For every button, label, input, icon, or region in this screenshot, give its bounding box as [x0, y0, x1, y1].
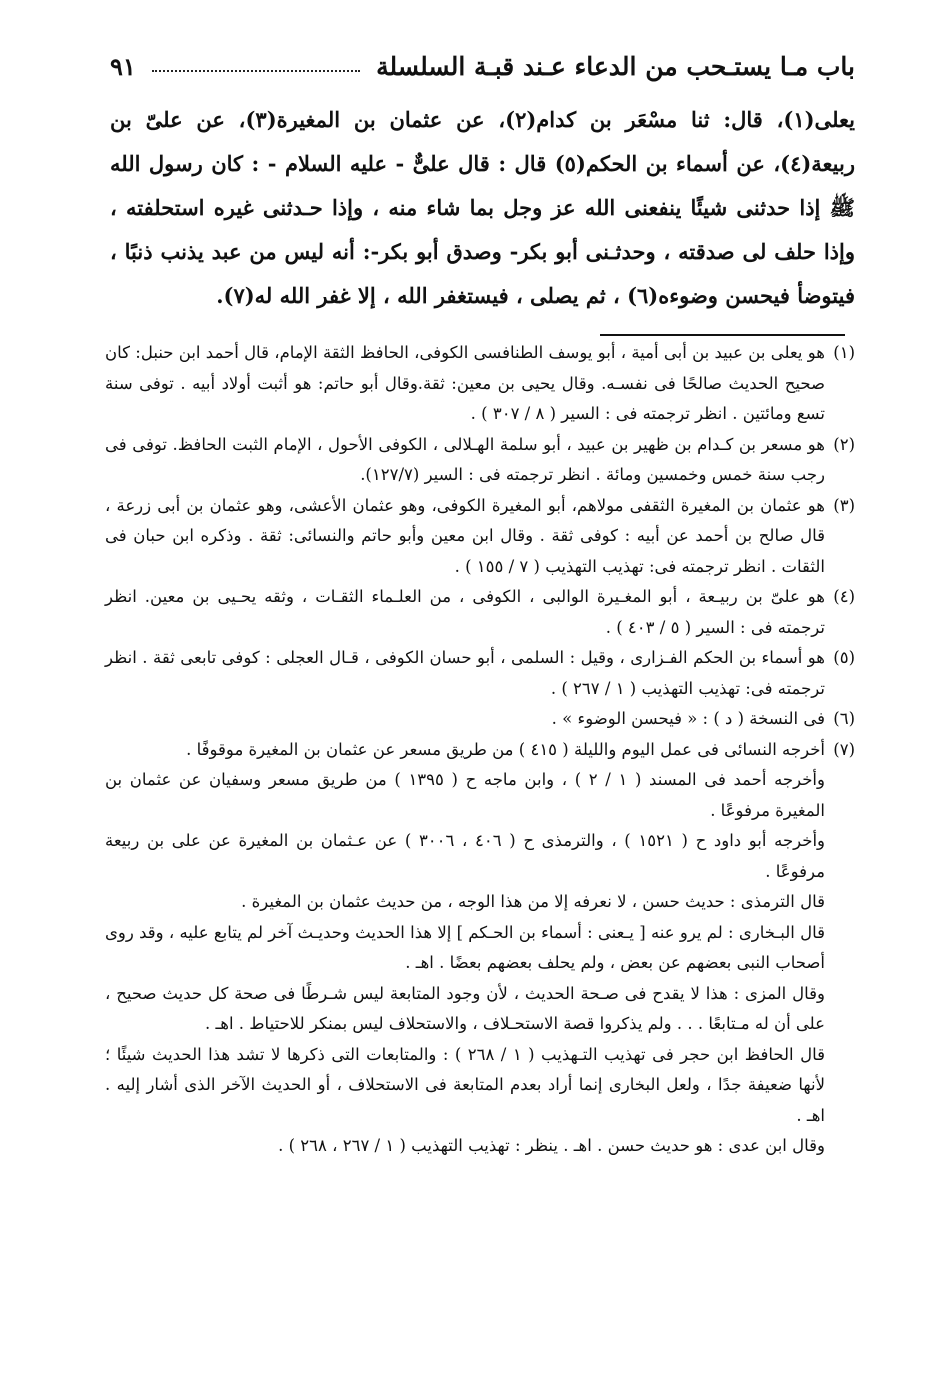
footnote-text: هو أسماء بن الحكم الفـزارى ، وقيل : السلمى ، أبو حسان الكوفى ، قـال العجلى : كوفى تابعى ثقة . انظر ترجمته فى: تهذيب التهذيب ( ١ / ٢٦٧ ) . [105, 648, 825, 698]
dotted-leader [152, 70, 360, 72]
footnote [105, 491, 855, 583]
footnote [105, 643, 855, 704]
footnote-text: قال البـخارى : لم يرو عنه [ يـعنى : أسماء بن الحـكم ] إلا هذا الحديث وحديـث آخر لم يتابع عليه ، وقد روى أصحاب النبى بعضهم عن بعض ، ولم يحلف بعضهم بعضًا . اهـ . [105, 922, 825, 972]
footnotes [105, 338, 855, 1162]
footnote-body [105, 704, 825, 735]
running-header [110, 46, 855, 86]
footnote-number: (٣) [833, 495, 855, 515]
footnote-text: قال الحافظ ابن حجر فى تهذيب التـهذيب ( ١ / ٢٦٨ ) : والمتابعات التى ذكرها لا تشد هذا الحديث شيئًا ؛ لأنها ضعيفة جدًا ، ولعل البخارى إنما أراد بعدم المتابعة فى الاستحلاف ، أو الحديث الآخر الذى أشار إليه . اهـ . [105, 1044, 825, 1125]
hadith-paragraph: يعلى(١)، قال: ثنا مسْعَر بن كدام(٢)، عن عثمان بن المغيرة(٣)، عن علىّ بن ربيعة(٤)، عن أسماء بن الحكم(٥) قال : قال علىٌّ - عليه السلام - : كان رسول الله ﷺ إذا حدثنى شيئًا ينفعنى الله عز وجل بما شاء منه ، وإذا حـدثنى غيره استحلفته ، وإذا حلف لى صدقته ، وحدثـنى أبو بكر- وصدق أبو بكر-: أنه ليس من عبد يذنب ذنبًا ، فيتوضأ فيحسن وضوءه(٦) ، ثم يصلى ، فيستغفر الله ، إلا غفر الله له(٧). [110, 107, 855, 308]
main-text [110, 98, 855, 318]
footnote-number: (٦) [833, 709, 855, 728]
footnote-body [105, 582, 825, 643]
chapter-title: باب مـا يستـحب من الدعاء عـند قبـة السلسلة [376, 51, 855, 81]
footnote-number: (٢) [833, 434, 855, 454]
footnote-number: (٤) [833, 587, 855, 606]
footnote-text: وأخرجه أبو داود ح ( ١٥٢١ ) ، والترمذى ح ( ٤٠٦ ، ٣٠٠٦ ) عن عـثمان بن المغيرة عن على بن ربيعة مرفوعًا . [105, 831, 826, 881]
footnote-body [105, 643, 825, 704]
footnote [105, 430, 855, 491]
footnote-body [105, 430, 825, 491]
footnote-text: هو مسعر بن كـدام بن ظهير بن عبيد ، أبو سلمة الهـلالى ، الكوفى الأحول ، الإمام الثبت الحافظ. توفى فى رجب سنة خمس وخمسين ومائة . انظر ترجمته فى : السير (١٢٧/٧). [105, 434, 825, 484]
footnote-number: (١) [833, 343, 855, 362]
footnote-text: هو عثمان بن المغيرة الثقفى مولاهم، أبو المغيرة الكوفى، وهو عثمان الأعشى، وهو عثمان بن أبى زرعة ، قال صالح بن أحمد عن أبيه : كوفى ثقة . وقال ابن معين وأبو حاتم والنسائى: ثقة . وذكره ابن حبان فى الثقات . انظر ترجمته فى: تهذيب التهذيب ( ٧ / ١٥٥ ) . [105, 495, 825, 576]
footnote-body [105, 735, 825, 1162]
footnote-text: وقال ابن عدى : هو حديث حسن . اهـ . ينظر : تهذيب التهذيب ( ١ / ٢٦٧ ، ٢٦٨ ) . [278, 1136, 825, 1155]
footnote-text: هو يعلى بن عبيد بن أبى أمية ، أبو يوسف الطنافسى الكوفى، الحافظ الثقة الإمام، قال أحمد ابن حنبل: كان صحيح الحديث صالحًا فى نفسـه. وقال يحيى بن معين: ثقة.وقال أبو حاتم: هو أثبت أولاد أبيه . توفى سنة تسع ومائتين . انظر ترجمته فى : السير ( ٨ / ٣٠٧ ) . [105, 343, 825, 423]
footnote-text: هو علىّ بن ربيـعة ، أبو المغـيرة الوالبى ، الكوفى ، من العلـماء الثقـات ، وثقه يحـيى بن معين. انظر ترجمته فى : السير ( ٥ / ٤٠٣ ) . [105, 587, 825, 637]
footnote-text: وقال المزى : هذا لا يقدح فى صـحة الحديث ، لأن وجود المتابعة ليس شـرطًا فى صحة كل حديث صحيح ، على أن له مـتابعًا . . . ولم يذكروا قصة الاستحـلاف ، والاستحلاف ليس بمنكر للاحتياط . اهـ . [105, 983, 825, 1033]
footnote [105, 704, 855, 735]
footnote-body [105, 491, 825, 583]
footnote-number: (٥) [833, 648, 855, 667]
footnote-text: وأخرجه أحمد فى المسند ( ١ / ٢ ) ، وابن ماجه ح ( ١٣٩٥ ) من طريق مسعر وسفيان عن عثمان بن المغيرة مرفوعًا . [105, 770, 825, 820]
footnote [105, 735, 855, 1162]
footnote-text: أخرجه النسائى فى عمل اليوم والليلة ( ٤١٥ ) من طريق مسعر عن عثمان بن المغيرة موقوفًا . [186, 739, 825, 759]
page-number: ٩١ [110, 51, 136, 81]
footnote-body [105, 338, 825, 430]
footnote-separator [600, 334, 845, 336]
footnote [105, 582, 855, 643]
footnote-number: (٧) [833, 739, 855, 759]
footnote-text: قال الترمذى : حديث حسن ، لا نعرفه إلا من هذا الوجه ، من حديث عثمان بن المغيرة . [241, 892, 825, 911]
footnote-text: فى النسخة ( د ) : « فيحسن الوضوء » . [551, 709, 825, 728]
footnote [105, 338, 855, 430]
